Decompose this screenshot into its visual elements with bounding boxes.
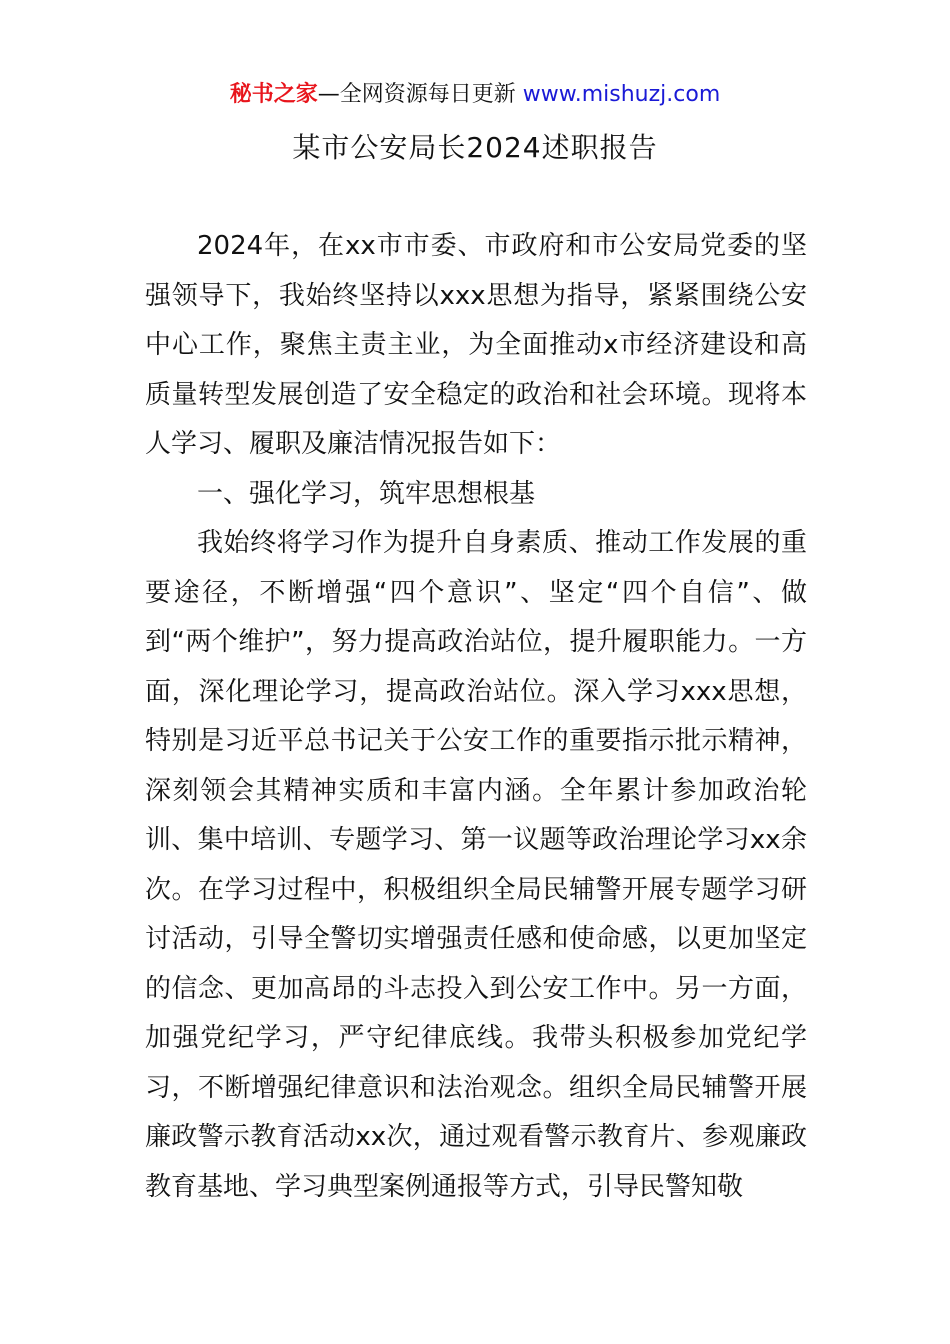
section-heading-1: 一、强化学习，筑牢思想根基 bbox=[197, 478, 536, 509]
document-body bbox=[145, 222, 807, 1212]
site-tagline: —全网资源每日更新 bbox=[317, 82, 523, 107]
site-brand: 秘书之家 bbox=[229, 82, 318, 107]
document-title: 某市公安局长2024述职报告 bbox=[292, 131, 658, 164]
site-url-link[interactable]: www.mishuzj.com bbox=[522, 82, 721, 107]
intro-paragraph: 2024年，在xx市市委、市政府和市公安局党委的坚强领导下，我始终坚持以xxx思想为指导，紧紧围绕公安中心工作，聚焦主责主业，为全面推动x市经济建设和高质量转型发展创造了安全稳定的政治和社会环境。现将本人学习、履职及廉洁情况报告如下： bbox=[145, 231, 807, 459]
site-header bbox=[0, 78, 950, 112]
section-1-paragraph: 我始终将学习作为提升自身素质、推动工作发展的重要途径，不断增强“四个意识”、坚定“四个自信”、做到“两个维护”，努力提高政治站位，提升履职能力。一方面，深化理论学习，提高政治站位。深入学习xxx思想，特别是习近平总书记关于公安工作的重要指示批示精神，深刻领会其精神实质和丰富内涵。全年累计参加政治轮训、集中培训、专题学习、第一议题等政治理论学习xx余次。在学习过程中，积极组织全局民辅警开展专题学习研讨活动，引导全警切实增强责任感和使命感，以更加坚定的信念、更加高昂的斗志投入到公安工作中。另一方面，加强党纪学习，严守纪律底线。我带头积极参加党纪学习，不断增强纪律意识和法治观念。组织全局民辅警开展廉政警示教育活动xx次，通过观看警示教育片、参观廉政教育基地、学习典型案例通报等方式，引导民警知敬 bbox=[145, 528, 807, 1202]
